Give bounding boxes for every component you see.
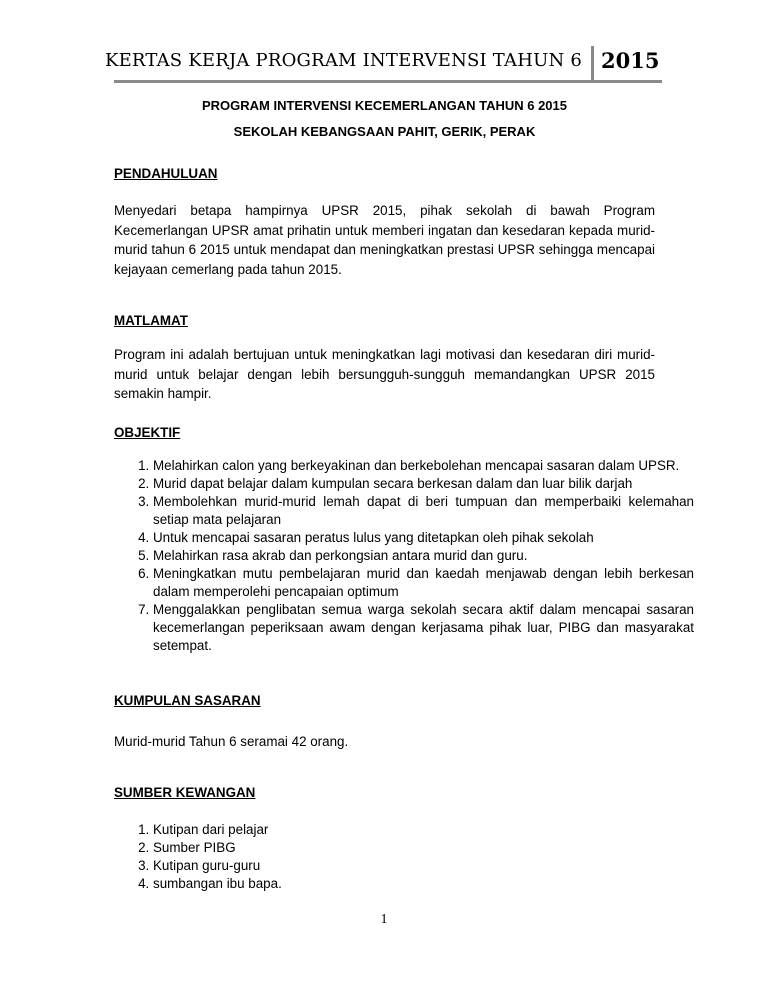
header-year: 2015 bbox=[601, 48, 660, 73]
heading-objektif: OBJEKTIF bbox=[114, 425, 181, 440]
header-title: KERTAS KERJA PROGRAM INTERVENSI TAHUN 6 bbox=[104, 50, 582, 71]
document-title-line1: PROGRAM INTERVENSI KECEMERLANGAN TAHUN 6 2015 bbox=[201, 98, 567, 113]
header-rule bbox=[114, 80, 662, 83]
header-divider-vertical bbox=[591, 46, 594, 82]
list-item: 3. Membolehkan murid-murid lemah dapat di beri tumpuan dan memperbaiki kelemahan setiap mata pelajaran bbox=[153, 493, 694, 529]
sumber-kewangan-list bbox=[114, 821, 694, 893]
list-item: 4. Untuk mencapai sasaran peratus lulus yang ditetapkan oleh pihak sekolah bbox=[153, 529, 694, 547]
document-title-line2: SEKOLAH KEBANGSAAN PAHIT, GERIK, PERAK bbox=[233, 124, 536, 139]
list-item: 5. Melahirkan rasa akrab dan perkongsian antara murid dan guru. bbox=[153, 547, 694, 565]
paragraph-matlamat: Program ini adalah bertujuan untuk meningkatkan lagi motivasi dan kesedaran diri murid-murid untuk belajar dengan lebih bersungguh-sungguh memandangkan UPSR 2015 semakin hampir. bbox=[114, 347, 655, 401]
paragraph-pendahuluan: Menyedari betapa hampirnya UPSR 2015, pihak sekolah di bawah Program Kecemerlangan UPSR amat prihatin untuk memberi ingatan dan kesedaran kepada murid-murid tahun 6 2015 untuk mendapat dan meningkatkan prestasi UPSR sehingga mencapai kejayaan cemerlang pada tahun 2015. bbox=[114, 203, 655, 277]
list-item: 7. Menggalakkan penglibatan semua warga sekolah secara aktif dalam mencapai sasaran kecemerlangan peperiksaan awam dengan kerjasama pihak luar, PIBG dan masyarakat setempat. bbox=[153, 601, 694, 655]
list-item: 1. Kutipan dari pelajar bbox=[153, 821, 694, 839]
list-item: 1. Melahirkan calon yang berkeyakinan dan berkebolehan mencapai sasaran dalam UPSR. bbox=[153, 457, 694, 475]
page-header bbox=[104, 46, 662, 82]
list-item: 2. Sumber PIBG bbox=[153, 839, 694, 857]
heading-sumber-kewangan: SUMBER KEWANGAN bbox=[114, 785, 256, 800]
list-item: 6. Meningkatkan mutu pembelajaran murid dan kaedah menjawab dengan lebih berkesan dalam memperolehi pencapaian optimum bbox=[153, 565, 694, 601]
objektif-list bbox=[114, 457, 694, 655]
heading-matlamat: MATLAMAT bbox=[114, 313, 188, 328]
paragraph-kumpulan-sasaran: Murid-murid Tahun 6 seramai 42 orang. bbox=[114, 734, 349, 749]
list-item: 4. sumbangan ibu bapa. bbox=[153, 875, 694, 893]
heading-pendahuluan: PENDAHULUAN bbox=[114, 166, 218, 181]
list-item: 2. Murid dapat belajar dalam kumpulan secara berkesan dalam dan luar bilik darjah bbox=[153, 475, 694, 493]
heading-kumpulan-sasaran: KUMPULAN SASARAN bbox=[114, 693, 261, 708]
page-number: 1 bbox=[380, 912, 388, 927]
list-item: 3. Kutipan guru-guru bbox=[153, 857, 694, 875]
